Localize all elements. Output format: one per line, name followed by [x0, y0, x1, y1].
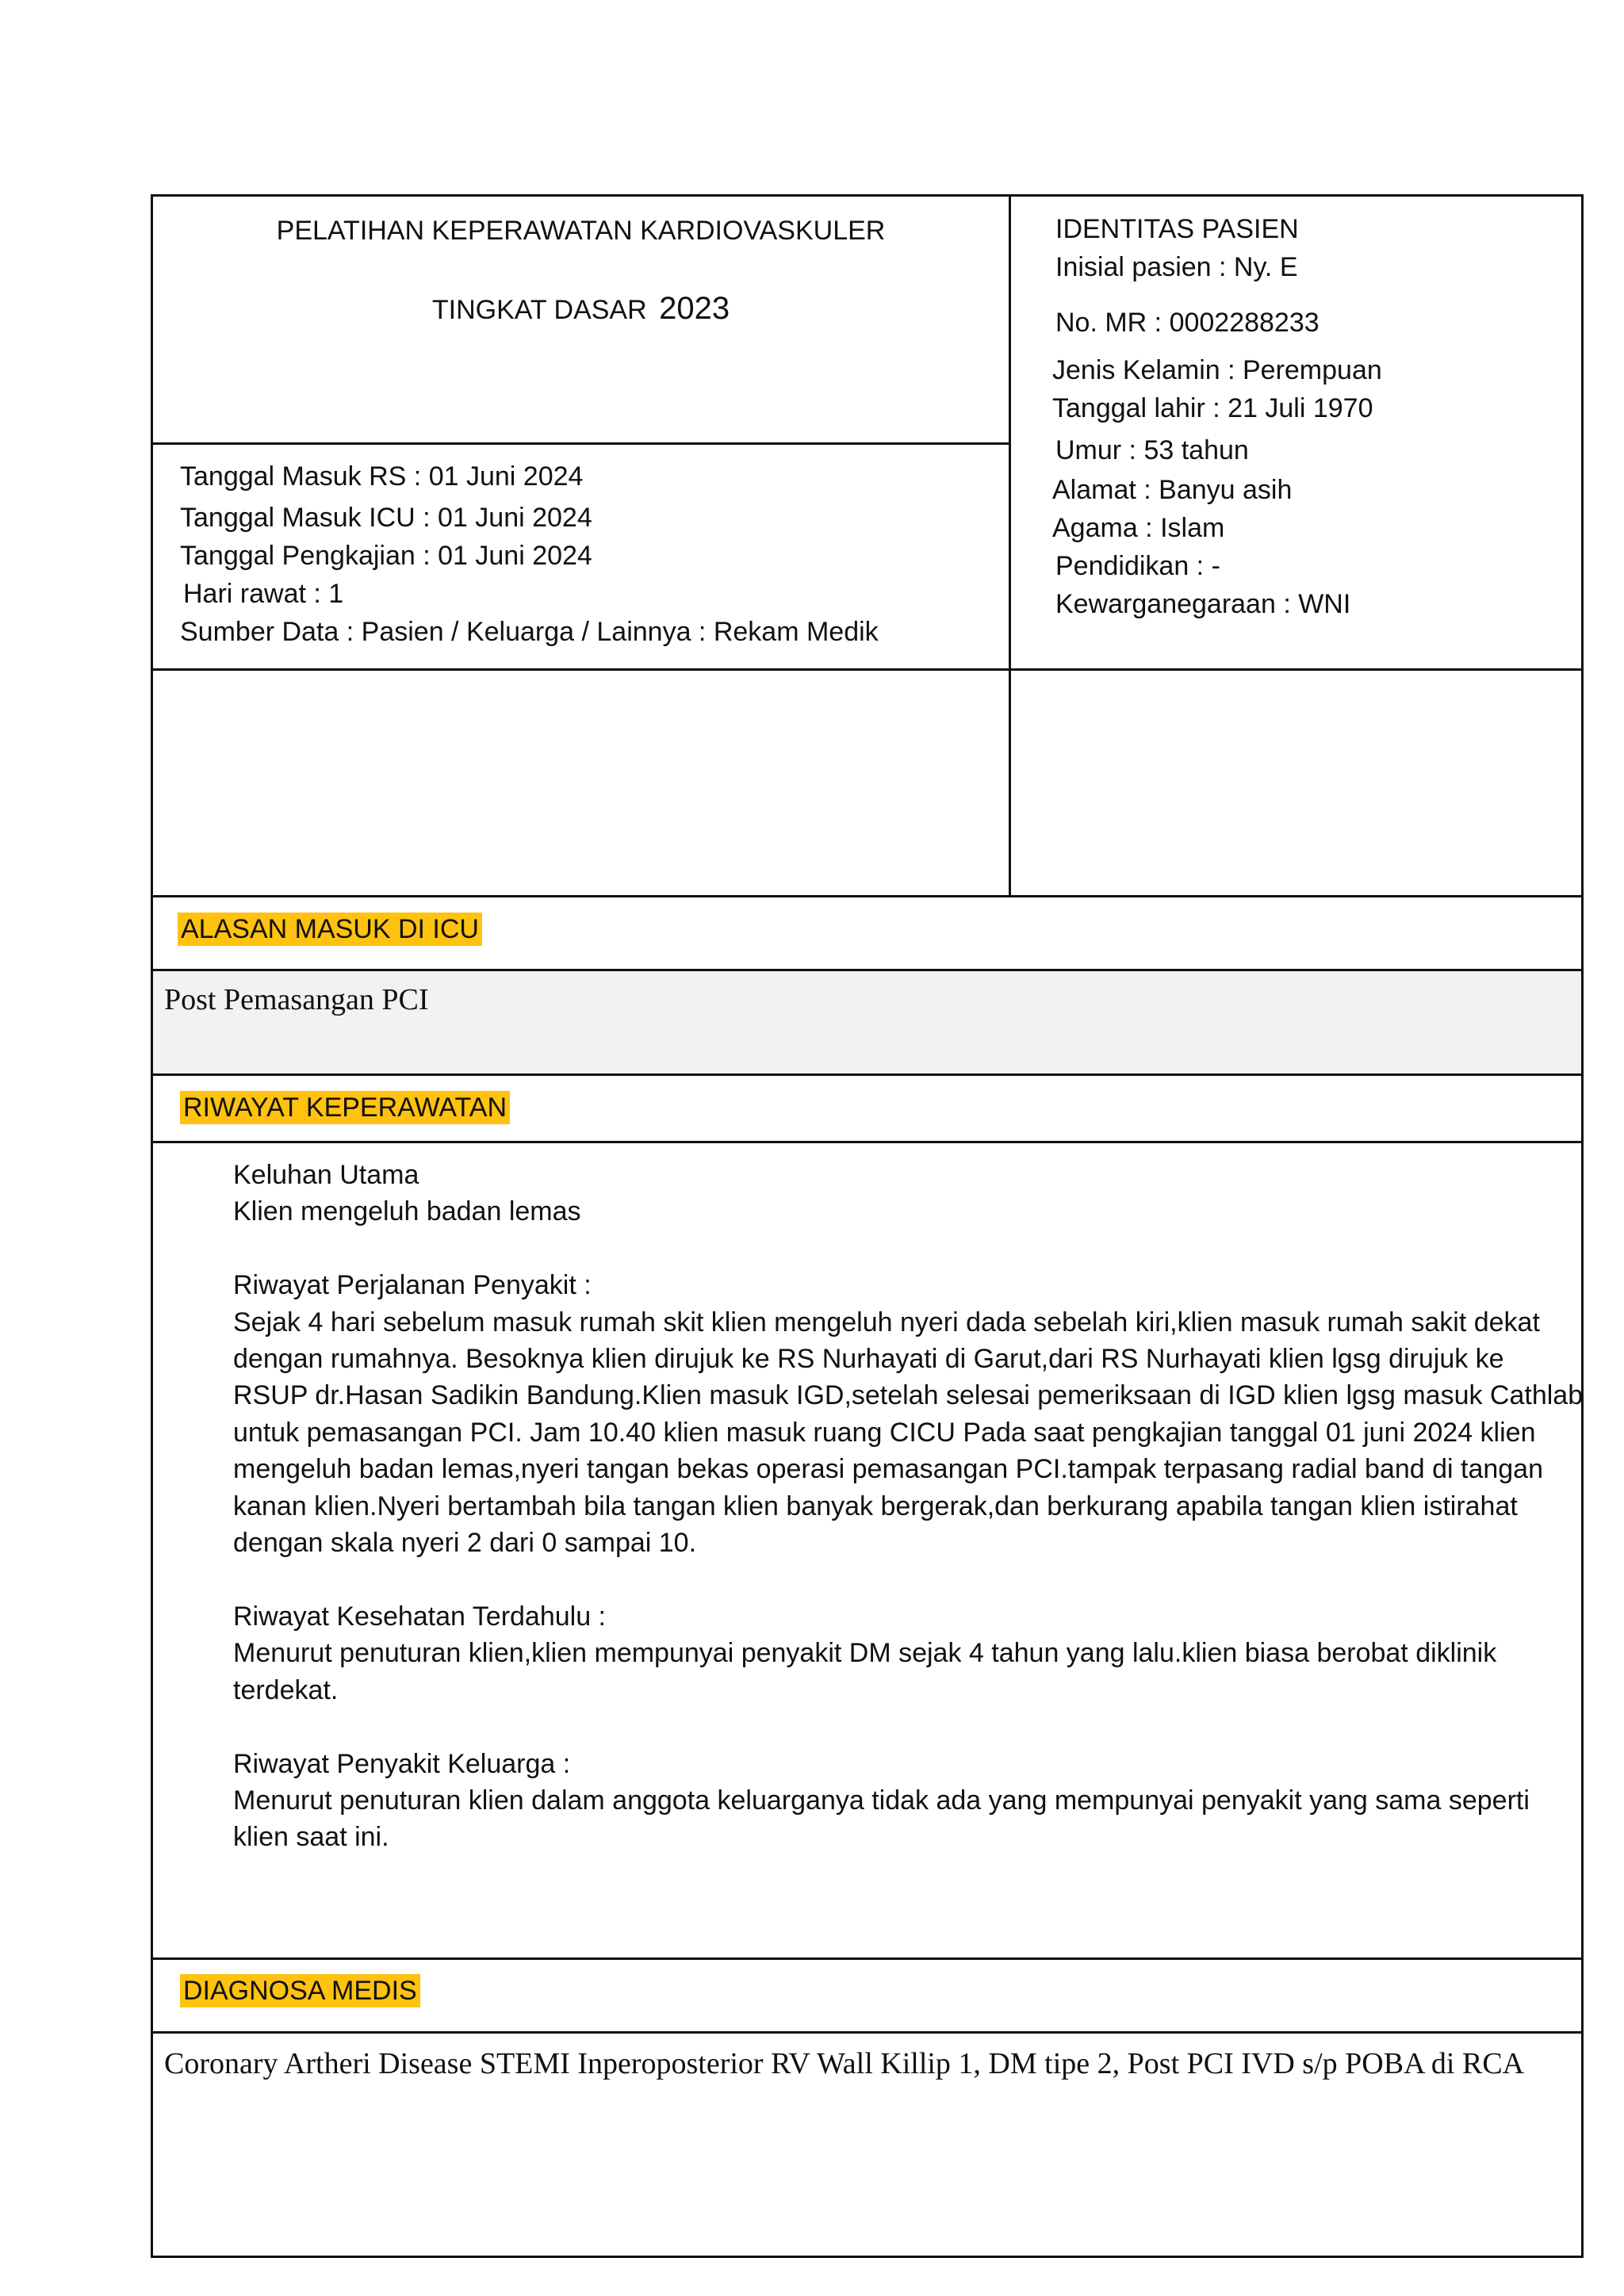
keluhan-title: Keluhan Utama: [233, 1160, 419, 1190]
tanggal-masuk-rs: Tanggal Masuk RS : 01 Juni 2024: [180, 461, 584, 492]
riwayat-heading: [180, 1089, 510, 1126]
alasan-top-divider: [151, 895, 1584, 897]
pendidikan: Pendidikan : -: [1055, 551, 1220, 581]
agama: Agama : Islam: [1052, 513, 1225, 543]
header-title-prefix: TINGKAT DASAR: [431, 295, 647, 325]
spacer: [233, 1709, 1581, 1745]
jenis-kelamin: Jenis Kelamin : Perempuan: [1052, 355, 1382, 385]
tanggal-pengkajian: Tanggal Pengkajian : 01 Juni 2024: [180, 541, 592, 571]
perjalanan-line: untuk pemasangan PCI. Jam 10.40 klien masuk ruang CICU Pada saat pengkajian tanggal 01 juni 2024 klien: [233, 1417, 1536, 1448]
inisial-pasien: Inisial pasien : Ny. E: [1055, 252, 1298, 282]
hari-rawat: Hari rawat : 1: [183, 579, 344, 609]
umur: Umur : 53 tahun: [1055, 435, 1249, 465]
terdahulu-line: terdekat.: [233, 1674, 339, 1705]
header-title-line1: PELATIHAN KEPERAWATAN KARDIOVASKULER: [276, 216, 886, 246]
diagnosa-content: Coronary Artheri Disease STEMI Inperoposterior RV Wall Killip 1, DM tipe 2, Post PCI IVD s/p POBA di RCA: [164, 2047, 1525, 2080]
perjalanan-line: mengeluh badan lemas,nyeri tangan bekas operasi pemasangan PCI.tampak terpasang radial band di tangan: [233, 1454, 1543, 1485]
riwayat-top-divider: [151, 1073, 1584, 1076]
kewarganegaraan: Kewarganegaraan : WNI: [1055, 589, 1351, 619]
tanggal-lahir: Tanggal lahir : 21 Juli 1970: [1052, 393, 1373, 423]
sumber-data: Sumber Data : Pasien / Keluarga / Lainnya : Rekam Medik: [180, 617, 879, 647]
admission-bottom-divider: [151, 668, 1584, 671]
riwayat-body: [233, 1157, 1584, 1856]
perjalanan-line: dengan rumahnya. Besoknya klien dirujuk ke RS Nurhayati di Garut,dari RS Nurhayati klien lgsg dirujuk ke: [233, 1344, 1504, 1375]
riwayat-heading-label: RIWAYAT KEPERAWATAN: [180, 1091, 510, 1124]
perjalanan-title: Riwayat Perjalanan Penyakit :: [233, 1270, 592, 1301]
diagnosa-heading-label: DIAGNOSA MEDIS: [180, 1974, 420, 2007]
terdahulu-line: Menurut penuturan klien,klien mempunyai penyakit DM sejak 4 tahun yang lalu.klien biasa berobat diklinik: [233, 1638, 1497, 1669]
alasan-heading: [178, 911, 482, 947]
alamat: Alamat : Banyu asih: [1052, 475, 1293, 505]
diagnosa-heading: [180, 1973, 420, 2009]
perjalanan-line: RSUP dr.Hasan Sadikin Bandung.Klien masuk IGD,setelah selesai pemeriksaan di IGD klien lgsg masuk Cathlab: [233, 1380, 1584, 1411]
keluarga-line: klien saat ini.: [233, 1822, 389, 1853]
alasan-heading-label: ALASAN MASUK DI ICU: [178, 913, 482, 946]
keluarga-line: Menurut penuturan klien dalam anggota keluarganya tidak ada yang mempunyai penyakit yang sama seperti: [233, 1785, 1530, 1816]
header-divider-left: [151, 442, 1009, 445]
spacer: [233, 1230, 1581, 1267]
keluarga-title: Riwayat Penyakit Keluarga :: [233, 1748, 571, 1779]
perjalanan-line: Sejak 4 hari sebelum masuk rumah skit klien mengeluh nyeri dada sebelah kiri,klien masuk rumah sakit dekat: [233, 1307, 1540, 1337]
header-title-year: 2023: [659, 291, 730, 326]
no-mr: No. MR : 0002288233: [1055, 308, 1320, 338]
diagnosa-top-divider: [151, 1957, 1584, 1960]
identitas-heading: IDENTITAS PASIEN: [1055, 214, 1299, 244]
tanggal-masuk-icu: Tanggal Masuk ICU : 01 Juni 2024: [180, 503, 592, 533]
alasan-heading-divider: [151, 969, 1584, 971]
perjalanan-line: dengan skala nyeri 2 dari 0 sampai 10.: [233, 1528, 697, 1559]
spacer: [233, 1561, 1581, 1598]
terdahulu-title: Riwayat Kesehatan Terdahulu :: [233, 1601, 607, 1632]
top-vertical-divider: [1009, 194, 1011, 897]
riwayat-heading-divider: [151, 1141, 1584, 1143]
diagnosa-heading-divider: [151, 2031, 1584, 2034]
alasan-content: Post Pemasangan PCI: [164, 983, 429, 1016]
perjalanan-line: kanan klien.Nyeri bertambah bila tangan klien banyak bergerak,dan berkurang apabila tangan klien istirahat: [233, 1490, 1518, 1521]
keluhan-text: Klien mengeluh badan lemas: [233, 1196, 581, 1227]
header-title-line2: [153, 290, 1009, 328]
